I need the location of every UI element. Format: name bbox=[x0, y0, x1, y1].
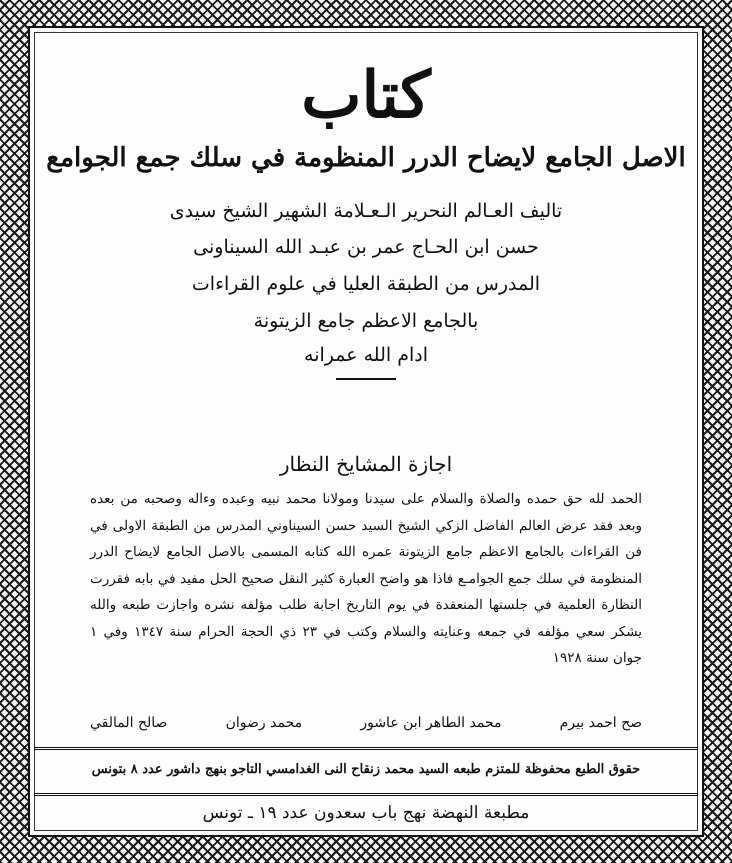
signature: صالح المالقي bbox=[90, 715, 168, 731]
book-title: كتاب bbox=[301, 58, 431, 133]
author-line: المدرس من الطبقة العليا في علوم القراءات bbox=[191, 273, 541, 295]
divider bbox=[34, 793, 698, 796]
signatures bbox=[90, 714, 642, 732]
approval-body: الحمد لله حق حمده والصلاة والسلام على سيدنا ومولانا محمد نبيه وعبده وءاله وصحبه من بعده وبعد فقد عرض العالم الفاضل الزكي الشيخ السيد حسن السيناوني المدرس من الطبقة الاولى في فن القراءات بالجامع الاعظم جامع الزيتونة عمره الله كتابه المسمى بالاصل الجامع لايضاح الدرر المنظومة في سلك جمع الجوامـع فاذا هو واضح العبارة كثير النقل صحيح الحل مفيد في بابه فقررت النظارة العلمية في جلستها المنعقدة في يوم التاريخ اجابة طلب مؤلفه نشره واجازت طبعه والله يشكر سعي مؤلفه في جمعه وعنايته والسلام وكتب في ٢٣ ذي الحجة الحرام سنة ١٣٤٧ وفي ١ جوان سنة ١٩٢٨ bbox=[90, 491, 643, 666]
author-line: تاليف العـالم النحرير الـعـلامة الشهير الشيخ سيدى bbox=[169, 200, 563, 222]
approval-heading: اجازة المشايخ النظار bbox=[279, 452, 453, 476]
press-imprint: مطبعة النهضة نهج باب سعدون عدد ١٩ ـ تونس bbox=[202, 803, 530, 823]
page-frame bbox=[28, 26, 704, 837]
work-title: الاصل الجامع لايضاح الدرر المنظومة في سلك جمع الجوامع bbox=[46, 143, 686, 173]
author-line: ادام الله عمرانه bbox=[304, 344, 428, 366]
divider bbox=[34, 747, 698, 750]
author-line: بالجامع الاعظم جامع الزيتونة bbox=[253, 310, 479, 332]
signature: محمد رضوان bbox=[225, 715, 303, 731]
copyright-notice: حقوق الطبع محفوظة للمتزم طبعه السيد محمد زنقاح النى الغدامسي التاجو بنهج داشور عدد ٨ بتونس bbox=[91, 762, 641, 777]
signature: صح احمد بيرم bbox=[559, 715, 642, 731]
signature: محمد الطاهر ابن عاشور bbox=[360, 715, 502, 731]
decorative-rule bbox=[336, 378, 396, 380]
author-line: حسن ابن الحـاج عمر بن عبـد الله السيناونى bbox=[193, 236, 539, 258]
